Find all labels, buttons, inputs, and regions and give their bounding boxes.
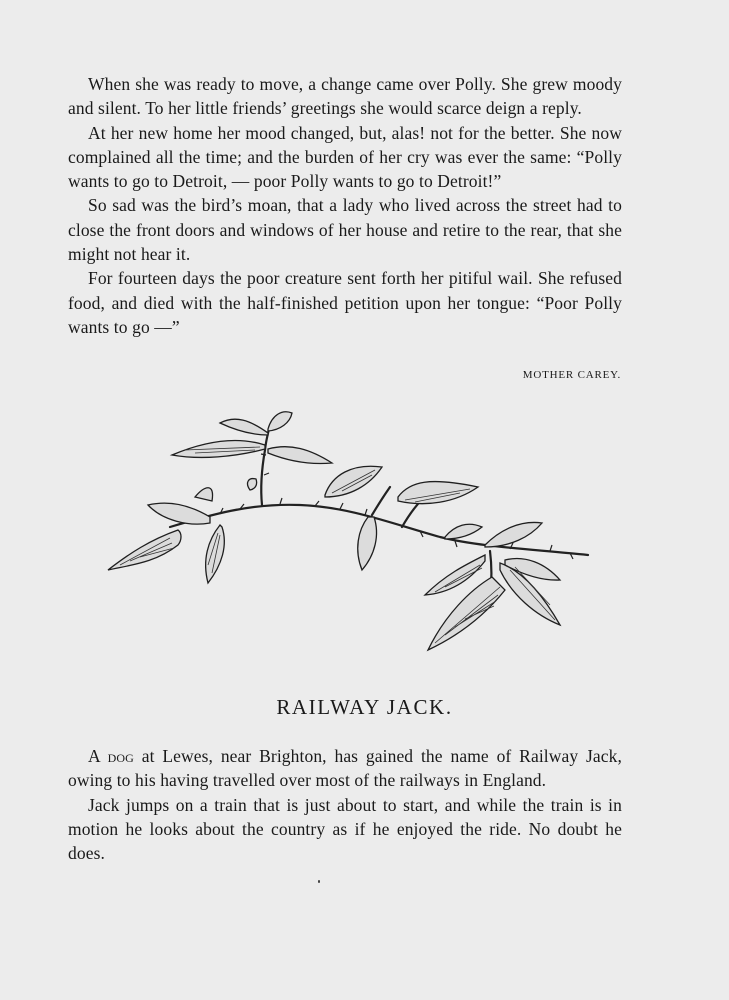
paragraph-1-rest: at Lewes, near Brighton, has gained the name of Railway Jack, owing to his having travelled over most of the railways in England. bbox=[68, 746, 622, 791]
paragraph-2: At her new home her mood changed, but, alas! not for the better. She now complained all the time; and the burden of her cry was ever the same: “Polly wants to go to Detroit, — poor Polly wants to go to Detroit!” bbox=[68, 122, 622, 192]
paragraph-1: When she was ready to move, a change came over Polly. She grew moody and silent. To her little friends’ greetings she would scarce deign a reply. bbox=[68, 74, 622, 119]
upper-branch bbox=[261, 425, 270, 505]
ink-speck bbox=[318, 880, 320, 883]
railway-paragraph-1 bbox=[68, 744, 622, 793]
leaf-top-right bbox=[268, 447, 332, 464]
leaf-right-upper bbox=[398, 482, 478, 504]
paragraph-lead: A dog bbox=[88, 746, 134, 766]
paragraph-3: So sad was the bird’s moan, that a lady who lived across the street had to close the front doors and windows of her house and retire to the rear, that she might not hear it. bbox=[68, 195, 622, 265]
polly-story-text bbox=[68, 72, 622, 339]
railway-paragraph-2: Jack jumps on a train that is just about to start, and while the train is in motion he looks about the country as if he enjoyed the ride. No doubt he does. bbox=[68, 794, 622, 864]
author-attribution: MOTHER CAREY. bbox=[522, 369, 621, 381]
leaf-left-lower bbox=[206, 525, 225, 583]
paragraph-4: For fourteen days the poor creature sent forth her pitiful wail. She refused food, and died with the half-finished petition upon her tongue: “Poor Polly wants to go —” bbox=[68, 268, 622, 337]
leaf-left bbox=[108, 530, 181, 570]
leaf-left-upper bbox=[148, 503, 210, 524]
railway-jack-text bbox=[68, 744, 622, 865]
bramble-branch-illustration bbox=[100, 405, 600, 660]
section-title: RAILWAY JACK. bbox=[276, 695, 453, 719]
